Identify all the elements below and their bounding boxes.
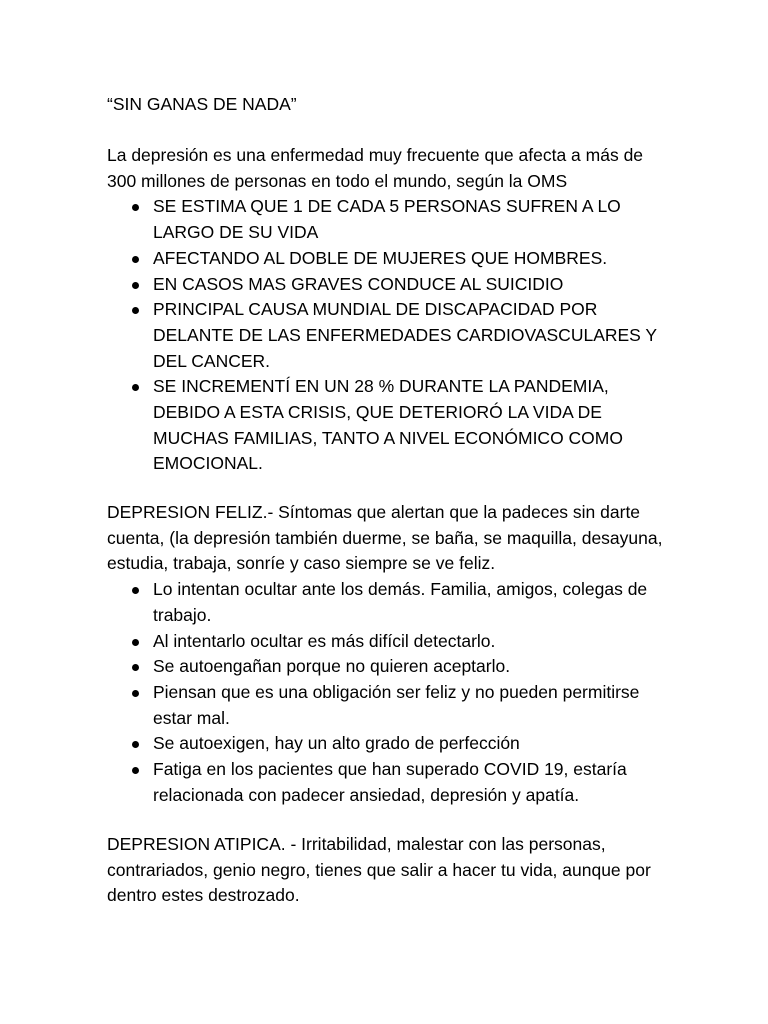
list-item: Al intentarlo ocultar es más difícil detectarlo. [107,629,667,655]
list-item: Se autoengañan porque no quieren aceptarlo. [107,654,667,680]
list-item: EN CASOS MAS GRAVES CONDUCE AL SUICIDIO [107,272,667,298]
depresion-atipica-paragraph: DEPRESION ATIPICA. - Irritabilidad, malestar con las personas, contrariados, genio negro, tienes que salir a hacer tu vida, aunque por dentro estes destrozado. [107,834,651,906]
list-item: Lo intentan ocultar ante los demás. Familia, amigos, colegas de trabajo. [107,577,667,628]
intro-section [107,143,667,477]
list-item: Fatiga en los pacientes que han superado COVID 19, estaría relacionada con padecer ansiedad, depresión y apatía. [107,757,667,808]
list-item: PRINCIPAL CAUSA MUNDIAL DE DISCAPACIDAD POR DELANTE DE LAS ENFERMEDADES CARDIOVASCULARES Y DEL CANCER. [107,297,667,374]
list-item: Se autoexigen, hay un alto grado de perfección [107,731,667,757]
depresion-feliz-bullet-list [107,577,667,808]
list-item: AFECTANDO AL DOBLE DE MUJERES QUE HOMBRES. [107,246,667,272]
intro-bullet-list [107,194,667,477]
list-item: Piensan que es una obligación ser feliz y no pueden permitirse estar mal. [107,680,667,731]
depresion-feliz-paragraph: DEPRESION FELIZ.- Síntomas que alertan que la padeces sin darte cuenta, (la depresión también duerme, se baña, se maquilla, desayuna, estudia, trabaja, sonríe y caso siempre se ve feliz. [107,502,663,574]
depresion-feliz-section [107,500,667,808]
intro-paragraph: La depresión es una enfermedad muy frecuente que afecta a más de 300 millones de personas en todo el mundo, según la OMS [107,145,644,191]
list-item: SE INCREMENTÍ EN UN 28 % DURANTE LA PANDEMIA, DEBIDO A ESTA CRISIS, QUE DETERIORÓ LA VIDA DE MUCHAS FAMILIAS, TANTO A NIVEL ECONÓMICO COMO EMOCIONAL. [107,374,667,477]
depresion-atipica-section [107,832,667,909]
document-title: “SIN GANAS DE NADA” [107,94,297,114]
list-item: SE ESTIMA QUE 1 DE CADA 5 PERSONAS SUFREN A LO LARGO DE SU VIDA [107,194,667,245]
